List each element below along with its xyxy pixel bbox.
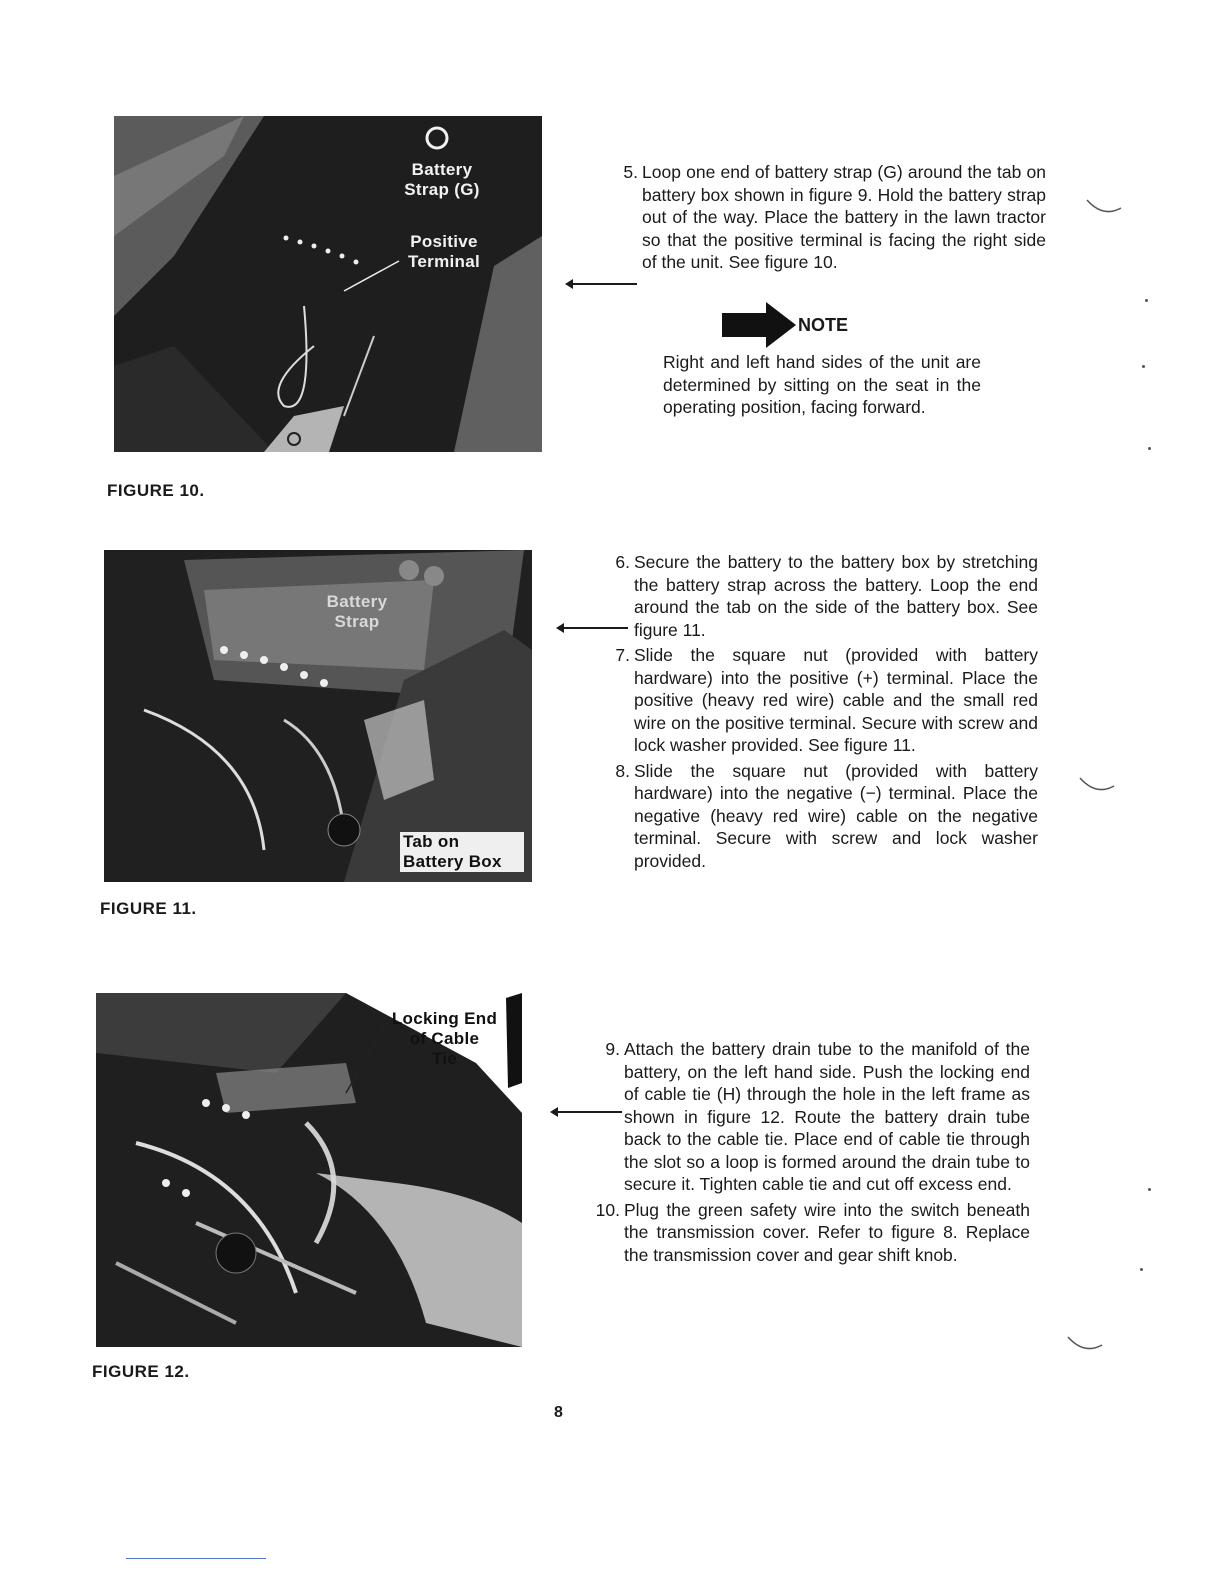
- step-number: 8.: [615, 760, 630, 781]
- locking-end-label: Locking End of Cable Tie: [391, 1009, 498, 1068]
- step-9: [592, 1038, 1030, 1196]
- note-heading: [722, 300, 848, 350]
- figure-12-photo: [96, 993, 522, 1347]
- step-number: 10.: [595, 1199, 620, 1220]
- note-label: NOTE: [798, 314, 849, 335]
- pointer-arrow-figure-11: [558, 627, 628, 629]
- positive-terminal-label: Positive Terminal: [408, 232, 480, 271]
- note-text: Right and left hand sides of the unit are determined by sitting on the seat in the operating position, facing forward.: [663, 352, 981, 417]
- battery-strap-label: Battery Strap (G): [404, 160, 480, 199]
- hole-punch-mark: [1085, 196, 1125, 220]
- figure-11-photo: [104, 550, 532, 882]
- step-group-6-8: [602, 551, 1038, 875]
- step-number: 7.: [615, 645, 630, 665]
- step-text: Attach the battery drain tube to the manifold of the battery, on the left hand side. Push the locking end of cable tie (H) through the hole in the left frame as shown in figure 12. Route the battery drain tube back to the cable tie. Place end of cable tie through the slot so a loop is formed around the drain tube to secure it. Tighten cable tie and cut off excess end.: [624, 1039, 1030, 1194]
- step-number: 9.: [605, 1039, 620, 1059]
- step-text: Loop one end of battery strap (G) around the tab on battery box shown in figure 9. Hold the battery strap out of the way. Place the battery in the lawn tractor so that the positive terminal is facing the right side of the unit. See figure 10.: [642, 162, 1046, 272]
- scan-speck: [1148, 447, 1151, 450]
- hole-punch-mark: [1078, 774, 1118, 798]
- figure-10-caption: FIGURE 10.: [107, 481, 205, 500]
- scan-speck: [1148, 1188, 1151, 1191]
- arrow-right-icon: [722, 300, 796, 350]
- scan-speck: [1140, 1268, 1143, 1271]
- scan-speck: [1142, 365, 1145, 368]
- footer-rule: [126, 1558, 266, 1559]
- battery-strap-label-11: Battery Strap: [326, 592, 388, 631]
- step-5: [610, 161, 1046, 274]
- figure-12-caption: FIGURE 12.: [92, 1362, 190, 1381]
- tab-on-battery-box-label: Tab on Battery Box: [400, 832, 524, 872]
- page-number: 8: [554, 1404, 563, 1421]
- step-text: Slide the square nut (provided with battery hardware) into the positive (+) terminal. Place the positive (heavy red wire) cable and the small red wire on the positive terminal. Secure with screw and lock washer provided. See figure 11.: [634, 645, 1038, 755]
- step-7: [602, 644, 1038, 757]
- step-10: [592, 1199, 1030, 1267]
- step-text: Slide the square nut (provided with battery hardware) into the negative (−) terminal. Place the negative (heavy red wire) cable on the negative terminal. Secure with screw and lock washer provided.: [634, 760, 1038, 871]
- step-number: 6.: [615, 552, 630, 572]
- step-text: Plug the green safety wire into the switch beneath the transmission cover. Refer to figure 8. Replace the transmission cover and gear shift knob.: [624, 1199, 1030, 1265]
- step-text: Secure the battery to the battery box by stretching the battery strap across the battery. Loop the end around the tab on the side of the battery box. See figure 11.: [634, 552, 1038, 640]
- hole-punch-mark: [1066, 1333, 1106, 1357]
- step-number: 5.: [623, 162, 638, 182]
- pointer-arrow-figure-10: [567, 283, 637, 285]
- figure-11-caption: FIGURE 11.: [100, 899, 197, 918]
- pointer-arrow-figure-12: [552, 1111, 622, 1113]
- step-group-5: [610, 161, 1046, 277]
- step-6: [602, 551, 1038, 641]
- step-8: [602, 760, 1038, 873]
- scan-speck: [1145, 299, 1148, 302]
- step-group-9-10: [592, 1038, 1030, 1269]
- figure-10-photo: [114, 116, 542, 452]
